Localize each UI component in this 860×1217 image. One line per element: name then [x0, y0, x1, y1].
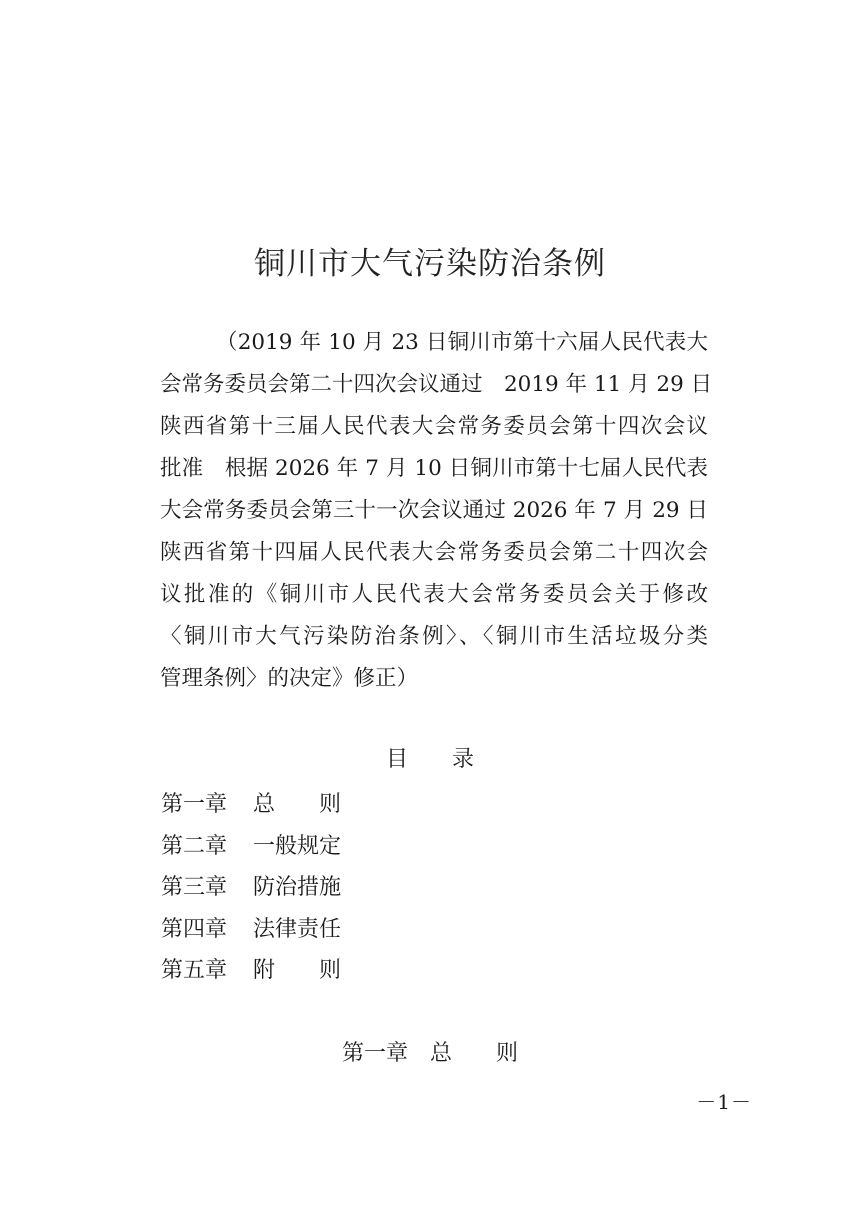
preamble-line: 〈铜川市大气污染防治条例〉、〈铜川市生活垃圾分类	[160, 624, 708, 649]
toc-chapter-title-part: 则	[319, 792, 342, 817]
toc-chapter-number: 第五章	[161, 958, 228, 983]
toc-heading-left: 目	[385, 747, 408, 772]
chapter-heading	[0, 1036, 860, 1067]
chapter-number: 第一章	[341, 1041, 408, 1066]
table-of-contents	[161, 784, 341, 992]
toc-chapter-title-part: 则	[319, 958, 342, 983]
chapter-title-part: 总	[429, 1041, 452, 1066]
toc-item[interactable]	[161, 909, 341, 951]
page-number: －1－	[696, 1090, 752, 1114]
document-title: 铜川市大气污染防治条例	[254, 246, 606, 282]
toc-chapter-title: 防治措施	[253, 875, 342, 900]
toc-heading-right: 录	[452, 747, 475, 772]
toc-chapter-title: 法律责任	[253, 916, 342, 942]
preamble-line: 议批准的《铜川市人民代表大会常务委员会关于修改	[160, 582, 708, 607]
chapter-title-part: 则	[496, 1041, 519, 1066]
toc-chapter-number: 第一章	[161, 792, 228, 817]
preamble-line: 大会常务委员会第三十一次会议通过 2026 年 7 月 29 日	[160, 498, 708, 523]
preamble-line: （2019 年 10 月 23 日铜川市第十六届人民代表大	[216, 330, 708, 355]
toc-chapter-title-part: 附	[253, 958, 276, 983]
toc-item[interactable]	[161, 867, 341, 909]
preamble-line: 陕西省第十四届人民代表大会常务委员会第二十四次会	[160, 540, 708, 565]
toc-chapter-title: 一般规定	[253, 833, 342, 859]
preamble-line: 陕西省第十三届人民代表大会常务委员会第十四次会议	[160, 414, 708, 439]
preamble-line: 批准 根据 2026 年 7 月 10 日铜川市第十七届人民代表	[160, 456, 708, 481]
toc-item[interactable]	[161, 950, 341, 992]
preamble-line: 会常务委员会第二十四次会议通过 2019 年 11 月 29 日	[160, 372, 713, 397]
toc-chapter-number: 第二章	[161, 833, 228, 859]
toc-item[interactable]	[161, 784, 341, 826]
toc-heading	[0, 742, 860, 773]
toc-chapter-number: 第三章	[161, 875, 228, 900]
toc-item[interactable]	[161, 826, 341, 868]
toc-chapter-title-part: 总	[253, 792, 276, 817]
preamble-line: 管理条例〉的决定》修正）	[160, 666, 419, 691]
preamble	[160, 322, 713, 700]
toc-chapter-number: 第四章	[161, 916, 228, 942]
